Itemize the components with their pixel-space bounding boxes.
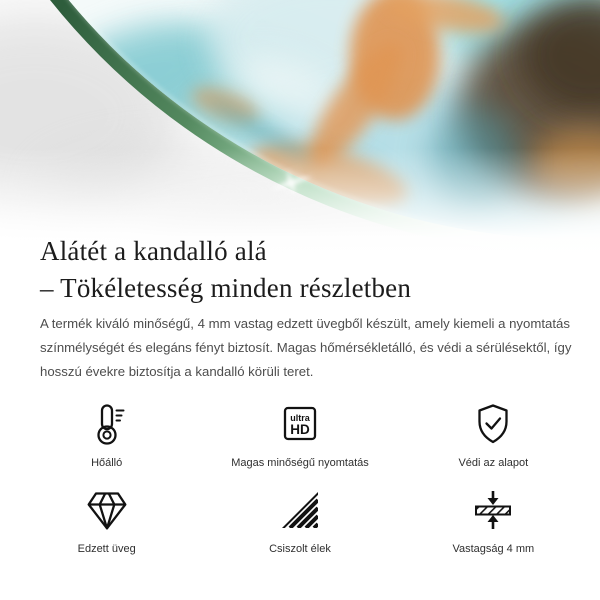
feature-label: Védi az alapot: [458, 457, 529, 469]
svg-text:HD: HD: [290, 422, 310, 437]
thickness-icon: [471, 484, 515, 536]
feature-label: Csiszolt élek: [269, 543, 331, 555]
page-title-line2: – Tökéletesség minden részletben: [40, 273, 412, 303]
product-image: [0, 0, 600, 268]
page-title: [40, 233, 411, 307]
feature-label: Vastagság 4 mm: [452, 543, 535, 555]
feature-heat-resistant: [10, 398, 203, 470]
svg-text:ultra: ultra: [290, 413, 310, 423]
description-line: hosszú évekre biztosítja a kandalló körüli teret.: [40, 364, 314, 379]
features-grid: [10, 398, 590, 556]
product-description: [40, 312, 571, 384]
feature-thickness: [397, 484, 590, 556]
polished-edges-icon: [278, 484, 322, 536]
feature-label: Magas minőségű nyomtatás: [231, 457, 369, 469]
feature-label: Edzett üveg: [77, 543, 136, 555]
diamond-icon: [85, 484, 129, 536]
feature-label: Hőálló: [91, 457, 123, 469]
ultra-hd-icon: [278, 398, 322, 450]
feature-protects-base: [397, 398, 590, 470]
description-line: A termék kiváló minőségű, 4 mm vastag edzett üvegből készült, amely kiemeli a nyomtatás: [40, 316, 570, 331]
description-line: színmélységét és elegáns fényt biztosít. Magas hőmérsékletálló, és védi a sérülésektől, így: [40, 340, 572, 355]
shield-check-icon: [471, 398, 515, 450]
thermometer-icon: [85, 398, 129, 450]
feature-print-quality: [203, 398, 396, 470]
feature-tempered-glass: [10, 484, 203, 556]
page-title-line1: Alátét a kandalló alá: [40, 236, 267, 266]
glass-underlay-photo: [0, 0, 600, 268]
feature-polished-edges: [203, 484, 396, 556]
